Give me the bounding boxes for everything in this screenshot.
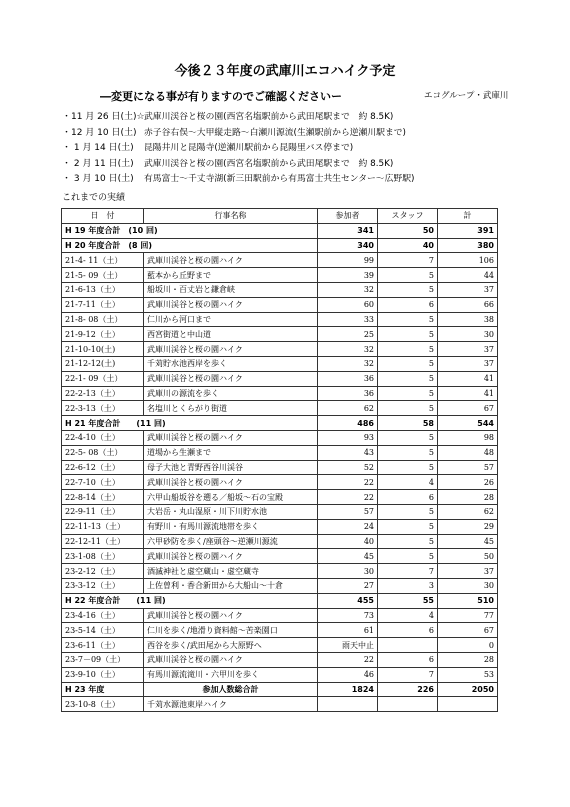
schedule-item — [62, 110, 414, 126]
table-row — [62, 608, 498, 623]
cell-staff: 5 — [378, 371, 438, 386]
schedule-text: 赤子谷右俣～大甲縦走路～白瀬川源流(生瀬駅前から逆瀬川駅まで) — [144, 127, 406, 138]
cell-staff: 5 — [378, 519, 438, 534]
cell-staff: 5 — [378, 430, 438, 445]
cell-date: 23-5-14（土） — [62, 623, 144, 638]
table-row — [62, 460, 498, 475]
cell-course: 仁川から河口まで — [144, 312, 318, 327]
cell-participants: 46 — [318, 667, 378, 682]
cell-staff: 7 — [378, 667, 438, 682]
cell-total: 2050 — [438, 682, 498, 697]
cell-participants: 57 — [318, 504, 378, 519]
cell-participants: 32 — [318, 356, 378, 371]
cell-course: 大岩岳・丸山湿原・川下川貯水池 — [144, 504, 318, 519]
cell-staff: 5 — [378, 401, 438, 416]
cell-total: 28 — [438, 652, 498, 667]
schedule-date: ・12 月 10 日(土) — [62, 127, 137, 138]
cell-total: 26 — [438, 475, 498, 490]
cell-date: 22-7-10（土） — [62, 475, 144, 490]
cell-date: 21-10-10(土) — [62, 342, 144, 357]
cell-course: 武庫川渓谷と桜の園ハイク — [144, 430, 318, 445]
table-row — [62, 282, 498, 297]
cell-course: 上佐曽利・香合新田から大船山～十倉 — [144, 578, 318, 593]
table-row — [62, 697, 498, 712]
cell-course: 武庫川渓谷と桜の園ハイク — [144, 297, 318, 312]
table-row — [62, 578, 498, 593]
cell-total: 0 — [438, 638, 498, 653]
table-row — [62, 623, 498, 638]
cell-date: 22-1- 09（土） — [62, 371, 144, 386]
cell-course: 武庫川渓谷と桜の園ハイク — [144, 652, 318, 667]
table-summary-row — [62, 223, 498, 238]
cell-participants: 93 — [318, 430, 378, 445]
cell-participants: 32 — [318, 342, 378, 357]
table-header-row — [62, 209, 498, 224]
table-row — [62, 549, 498, 564]
cell-total: 57 — [438, 460, 498, 475]
cell-course: 六甲山船坂谷を遡る／船坂～石の宝殿 — [144, 490, 318, 505]
cell-staff — [378, 638, 438, 653]
cell-date: 22-2-13（土） — [62, 386, 144, 401]
cell-date: 23-1-08（土） — [62, 549, 144, 564]
cell-date: H 22 年度合計 (11 回) — [62, 593, 318, 608]
cell-date: 21-5- 09（土） — [62, 268, 144, 283]
group-name: エコグループ・武庫川 — [424, 91, 509, 101]
cell-staff: 4 — [378, 475, 438, 490]
cell-date: H 21 年度合計 (11 回) — [62, 416, 318, 431]
cell-total: 30 — [438, 327, 498, 342]
cell-participants: 62 — [318, 401, 378, 416]
cell-participants: 341 — [318, 223, 378, 238]
cell-date: 22-4-10（土） — [62, 430, 144, 445]
table-row — [62, 519, 498, 534]
table-row — [62, 475, 498, 490]
cell-staff: 6 — [378, 490, 438, 505]
cell-total: 37 — [438, 282, 498, 297]
cell-participants: 36 — [318, 371, 378, 386]
cell-staff: 5 — [378, 460, 438, 475]
cell-participants: 73 — [318, 608, 378, 623]
cell-date: H 19 年度合計 (10 回) — [62, 223, 318, 238]
cell-total: 48 — [438, 445, 498, 460]
cell-date: 22-3-13（土） — [62, 401, 144, 416]
schedule-text: 有馬富士～千丈寺湖(新三田駅前から有馬富士共生センター～広野駅) — [144, 174, 415, 184]
cell-date: 22-11-13（土） — [62, 519, 144, 534]
cell-course: 武庫川渓谷と桜の園ハイク — [144, 342, 318, 357]
table-row — [62, 327, 498, 342]
table-row — [62, 386, 498, 401]
cell-total: 77 — [438, 608, 498, 623]
table-row — [62, 356, 498, 371]
cell-staff: 226 — [378, 682, 438, 697]
cell-course: 母子大池と青野西谷川渓谷 — [144, 460, 318, 475]
cell-staff: 5 — [378, 549, 438, 564]
cell-date: 22-5- 08（土） — [62, 445, 144, 460]
cell-total — [438, 697, 498, 712]
schedule-text: 武庫川渓谷と桜の園(西宮名塩駅前から武田尾駅まで 約 8.5K) — [144, 158, 394, 169]
cell-staff: 50 — [378, 223, 438, 238]
cell-date: 23-10-8（土） — [62, 697, 144, 712]
table-row — [62, 312, 498, 327]
table-row — [62, 401, 498, 416]
cell-date: 22-6-12（土） — [62, 460, 144, 475]
table-row — [62, 638, 498, 653]
cell-total: 106 — [438, 253, 498, 268]
cell-total: 50 — [438, 549, 498, 564]
cell-total: 37 — [438, 342, 498, 357]
cell-staff: 5 — [378, 445, 438, 460]
table-row — [62, 268, 498, 283]
cell-total: 67 — [438, 623, 498, 638]
cell-course: 仁川を歩く/地滑り資料館～苦楽園口 — [144, 623, 318, 638]
cell-total: 380 — [438, 238, 498, 253]
cell-participants: 雨天中止 — [318, 638, 378, 653]
cell-staff: 6 — [378, 652, 438, 667]
header-course: 行事名称 — [144, 209, 318, 224]
schedule-date: ・11 月 26 日(土)☆ — [62, 112, 145, 122]
cell-participants: 52 — [318, 460, 378, 475]
cell-date: 21-7-11（土） — [62, 297, 144, 312]
cell-participants: 39 — [318, 268, 378, 283]
page-title: 今後２３年度の武庫川エコハイク予定 — [174, 64, 396, 79]
table-grand-total-row — [62, 682, 498, 697]
cell-total: 98 — [438, 430, 498, 445]
table-row — [62, 342, 498, 357]
table-row — [62, 534, 498, 549]
cell-participants: 30 — [318, 564, 378, 579]
cell-staff: 5 — [378, 534, 438, 549]
table-summary-row — [62, 238, 498, 253]
schedule-item — [62, 172, 414, 188]
schedule-text: 昆陽井川と昆陽寺(逆瀬川駅前から昆陽里バス停まで) — [144, 143, 354, 153]
cell-date: 23-2-12（土） — [62, 564, 144, 579]
cell-participants: 455 — [318, 593, 378, 608]
cell-course: 武庫川渓谷と桜の園ハイク — [144, 475, 318, 490]
header-date: 日 付 — [62, 209, 144, 224]
cell-course: 武庫川渓谷と桜の園ハイク — [144, 608, 318, 623]
cell-participants: 40 — [318, 534, 378, 549]
cell-participants: 1824 — [318, 682, 378, 697]
cell-total: 38 — [438, 312, 498, 327]
cell-course: 武庫川渓谷と桜の園ハイク — [144, 253, 318, 268]
cell-total: 29 — [438, 519, 498, 534]
cell-date: 21-12-12(土) — [62, 356, 144, 371]
cell-staff: 40 — [378, 238, 438, 253]
table-row — [62, 445, 498, 460]
cell-total: 37 — [438, 564, 498, 579]
cell-staff: 5 — [378, 282, 438, 297]
cell-participants: 22 — [318, 475, 378, 490]
cell-staff: 3 — [378, 578, 438, 593]
cell-date: H 23 年度 — [62, 682, 144, 697]
table-row — [62, 564, 498, 579]
cell-staff: 5 — [378, 327, 438, 342]
cell-course: 藍本から丘野まで — [144, 268, 318, 283]
cell-participants: 24 — [318, 519, 378, 534]
cell-date: 21-4- 11（土） — [62, 253, 144, 268]
table-summary-row — [62, 593, 498, 608]
cell-total: 67 — [438, 401, 498, 416]
cell-total: 41 — [438, 386, 498, 401]
cell-participants: 340 — [318, 238, 378, 253]
record-table — [61, 208, 498, 712]
cell-participants: 60 — [318, 297, 378, 312]
cell-total: 45 — [438, 534, 498, 549]
table-row — [62, 430, 498, 445]
cell-total: 53 — [438, 667, 498, 682]
cell-staff: 6 — [378, 623, 438, 638]
header-total: 計 — [438, 209, 498, 224]
cell-participants: 33 — [318, 312, 378, 327]
header-participants: 参加者 — [318, 209, 378, 224]
cell-staff: 5 — [378, 342, 438, 357]
cell-date: 23-4-16（土） — [62, 608, 144, 623]
schedule-item — [62, 157, 414, 173]
table-row — [62, 490, 498, 505]
cell-date: 22-9-11（土） — [62, 504, 144, 519]
cell-participants: 43 — [318, 445, 378, 460]
cell-course: 西谷を歩く/武田尾から大原野へ — [144, 638, 318, 653]
cell-staff: 5 — [378, 312, 438, 327]
cell-course: 酒滅神社と虚空蔵山・虚空蔵寺 — [144, 564, 318, 579]
cell-course: 船坂川・百丈岩と鎌倉峡 — [144, 282, 318, 297]
cell-participants: 22 — [318, 652, 378, 667]
cell-total: 28 — [438, 490, 498, 505]
table-row — [62, 667, 498, 682]
schedule-list — [62, 110, 414, 188]
cell-total: 44 — [438, 268, 498, 283]
cell-staff: 6 — [378, 297, 438, 312]
cell-staff: 4 — [378, 608, 438, 623]
table-row — [62, 297, 498, 312]
cell-course: 武庫川渓谷と桜の園ハイク — [144, 371, 318, 386]
cell-participants: 22 — [318, 490, 378, 505]
cell-total: 66 — [438, 297, 498, 312]
cell-course: 有馬川源流滝川・六甲川を歩く — [144, 667, 318, 682]
cell-staff: 58 — [378, 416, 438, 431]
table-summary-row — [62, 416, 498, 431]
cell-date: 23-3-12（土） — [62, 578, 144, 593]
cell-date: 23-9-10（土） — [62, 667, 144, 682]
cell-date: 23-7－09（土） — [62, 652, 144, 667]
cell-course: 武庫川渓谷と桜の園ハイク — [144, 549, 318, 564]
table-row — [62, 652, 498, 667]
cell-participants: 61 — [318, 623, 378, 638]
table-row — [62, 371, 498, 386]
cell-date: 21-9-12（土） — [62, 327, 144, 342]
cell-staff: 55 — [378, 593, 438, 608]
cell-course: 参加人数総合計 — [144, 682, 318, 697]
cell-total: 37 — [438, 356, 498, 371]
cell-participants: 25 — [318, 327, 378, 342]
cell-course: 道場から生瀬まで — [144, 445, 318, 460]
cell-staff: 5 — [378, 386, 438, 401]
cell-course: 六甲砂防を歩く/座頭谷～逆瀬川源流 — [144, 534, 318, 549]
cell-participants: 32 — [318, 282, 378, 297]
header-staff: スタッフ — [378, 209, 438, 224]
cell-total: 41 — [438, 371, 498, 386]
schedule-date: ・ 2 月 11 日(土) — [62, 158, 134, 169]
cell-participants: 99 — [318, 253, 378, 268]
cell-course: 西宮街道と中山道 — [144, 327, 318, 342]
cell-course: 名塩川とくらがり街道 — [144, 401, 318, 416]
cell-course: 武庫川の源流を歩く — [144, 386, 318, 401]
cell-date: 21-8- 08（土） — [62, 312, 144, 327]
cell-total: 30 — [438, 578, 498, 593]
cell-total: 544 — [438, 416, 498, 431]
schedule-item — [62, 126, 414, 142]
cell-course: 千苅水源池東岸ハイク — [144, 697, 318, 712]
cell-total: 391 — [438, 223, 498, 238]
cell-date: H 20 年度合計 (8 回) — [62, 238, 318, 253]
cell-date: 22-8-14（土） — [62, 490, 144, 505]
cell-staff — [378, 697, 438, 712]
cell-staff: 5 — [378, 356, 438, 371]
cell-course: 千苅貯水池西岸を歩く — [144, 356, 318, 371]
schedule-date: ・ 1 月 14 日(土) — [62, 143, 134, 153]
cell-total: 510 — [438, 593, 498, 608]
schedule-text: 武庫川渓谷と桜の園(西宮名塩駅前から武田尾駅まで 約 8.5K) — [144, 112, 394, 122]
cell-staff: 7 — [378, 564, 438, 579]
table-row — [62, 504, 498, 519]
cell-staff: 7 — [378, 253, 438, 268]
page-subtitle: ―変更になる事が有りますのでご確認くださいー — [100, 90, 342, 103]
table-body — [62, 223, 498, 711]
cell-course: 有野川・有馬川源流地帯を歩く — [144, 519, 318, 534]
schedule-date: ・ 3 月 10 日(土) — [62, 174, 134, 184]
cell-date: 22-12-11（土） — [62, 534, 144, 549]
cell-date: 23-6-11（土） — [62, 638, 144, 653]
cell-participants — [318, 697, 378, 712]
cell-participants: 36 — [318, 386, 378, 401]
cell-participants: 27 — [318, 578, 378, 593]
table-row — [62, 253, 498, 268]
cell-total: 62 — [438, 504, 498, 519]
cell-participants: 45 — [318, 549, 378, 564]
cell-staff: 5 — [378, 504, 438, 519]
cell-date: 21-6-13（土） — [62, 282, 144, 297]
record-label: これまでの実績 — [62, 193, 126, 203]
cell-staff: 5 — [378, 268, 438, 283]
cell-participants: 486 — [318, 416, 378, 431]
schedule-item — [62, 141, 414, 157]
